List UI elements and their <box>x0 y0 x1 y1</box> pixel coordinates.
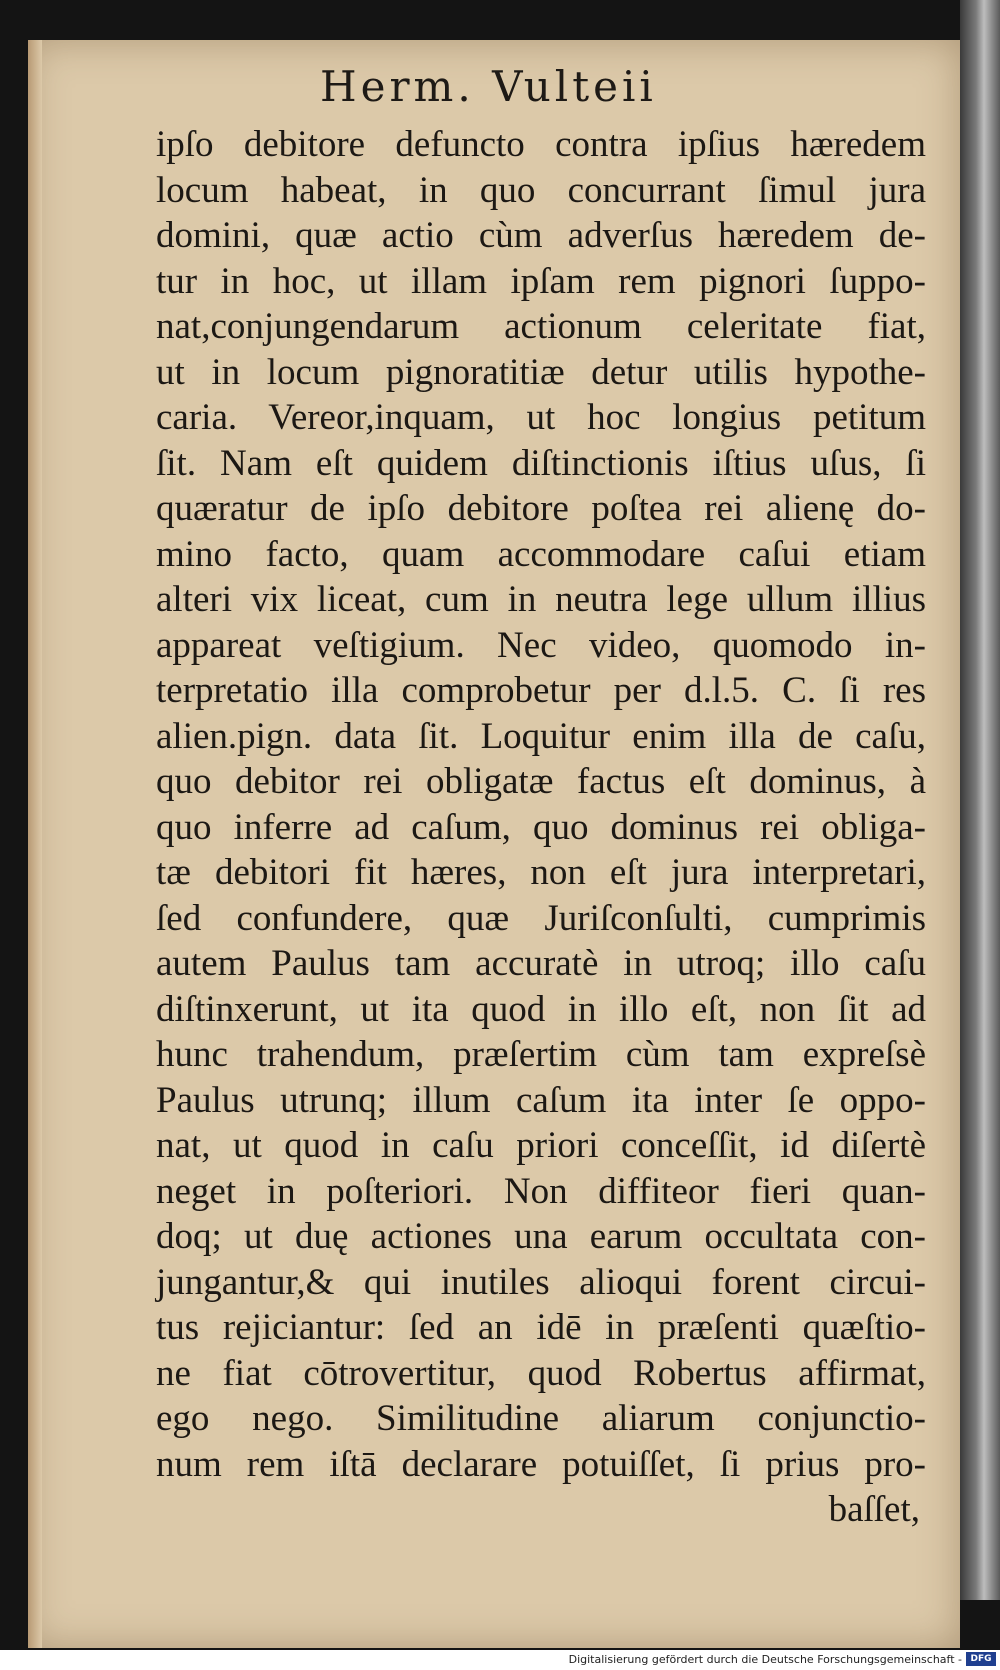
text-line: terpretatio illa comprobetur per d.l.5. C. ſi res <box>156 670 926 711</box>
text-line: appareat veſtigium. Nec video, quomodo in- <box>156 624 926 666</box>
text-line: tus rejiciantur: ſed an idē in præſenti quæſtio- <box>156 1307 926 1348</box>
body-text <box>156 122 926 1533</box>
text-line: Paulus utrunq; illum caſum ita inter ſe oppo- <box>156 1079 926 1121</box>
text-line: domini, quæ actio cùm adverſus hæredem de- <box>156 215 926 256</box>
text-line: mino facto, quam accommodare caſui etiam <box>156 533 926 575</box>
text-line: nat, ut quod in caſu priori conceſſit, id diſertè <box>156 1125 926 1166</box>
text-line: tur in hoc, ut illam ipſam rem pignori ſuppo- <box>156 260 926 302</box>
page-gutter-shadow <box>28 40 42 1648</box>
dfg-logo: DFG <box>966 1652 996 1666</box>
text-line: ego nego. Similitudine aliarum conjunctio- <box>156 1398 926 1439</box>
funding-credit: Digitalisierung gefördert durch die Deutsche Forschungsgemeinschaft - <box>568 1653 962 1666</box>
text-line: ut in locum pignoratitiæ detur utilis hypothe- <box>156 351 926 393</box>
text-line: quæratur de ipſo debitore poſtea rei alienę do- <box>156 488 926 529</box>
text-line: ſed confundere, quæ Juriſconſulti, cumprimis <box>156 897 926 939</box>
text-line: locum habeat, in quo concurrant ſimul jura <box>156 169 926 211</box>
text-line: ne fiat cōtrovertitur, quod Robertus affirmat, <box>156 1352 926 1394</box>
running-head: Herm. Vulteii <box>320 62 657 111</box>
text-line: autem Paulus tam accuratè in utroq; illo caſu <box>156 943 926 984</box>
text-line: hunc trahendum, præſertim cùm tam expreſsè <box>156 1034 926 1075</box>
text-line: alteri vix liceat, cum in neutra lege ullum illius <box>156 579 926 620</box>
catchword: baſſet, <box>828 1489 920 1530</box>
text-line: nat,conjungendarum actionum celeritate fiat, <box>156 306 926 347</box>
text-line: jungantur,& qui inutiles alioqui forent circui- <box>156 1261 926 1303</box>
text-line: num rem iſtā declarare potuiſſet, ſi prius pro- <box>156 1443 926 1485</box>
text-line: tæ debitori fit hæres, non eſt jura interpretari, <box>156 852 926 893</box>
text-line: quo debitor rei obligatæ factus eſt dominus, à <box>156 761 926 802</box>
text-line: doq; ut duę actiones una earum occultata con- <box>156 1216 926 1257</box>
text-line: ipſo debitore defuncto contra ipſius hæredem <box>156 124 926 165</box>
book-fore-edge <box>960 0 1000 1600</box>
text-line: diſtinxerunt, ut ita quod in illo eſt, non ſit ad <box>156 988 926 1030</box>
text-line: alien.pign. data ſit. Loquitur enim illa de caſu, <box>156 715 926 757</box>
text-line: caria. Vereor,inquam, ut hoc longius petitum <box>156 397 926 438</box>
text-line: neget in poſteriori. Non diffiteor fieri quan- <box>156 1170 926 1212</box>
text-line: ſit. Nam eſt quidem diſtinctionis iſtius uſus, ſi <box>156 442 926 484</box>
text-line: quo inferre ad caſum, quo dominus rei obliga- <box>156 806 926 848</box>
